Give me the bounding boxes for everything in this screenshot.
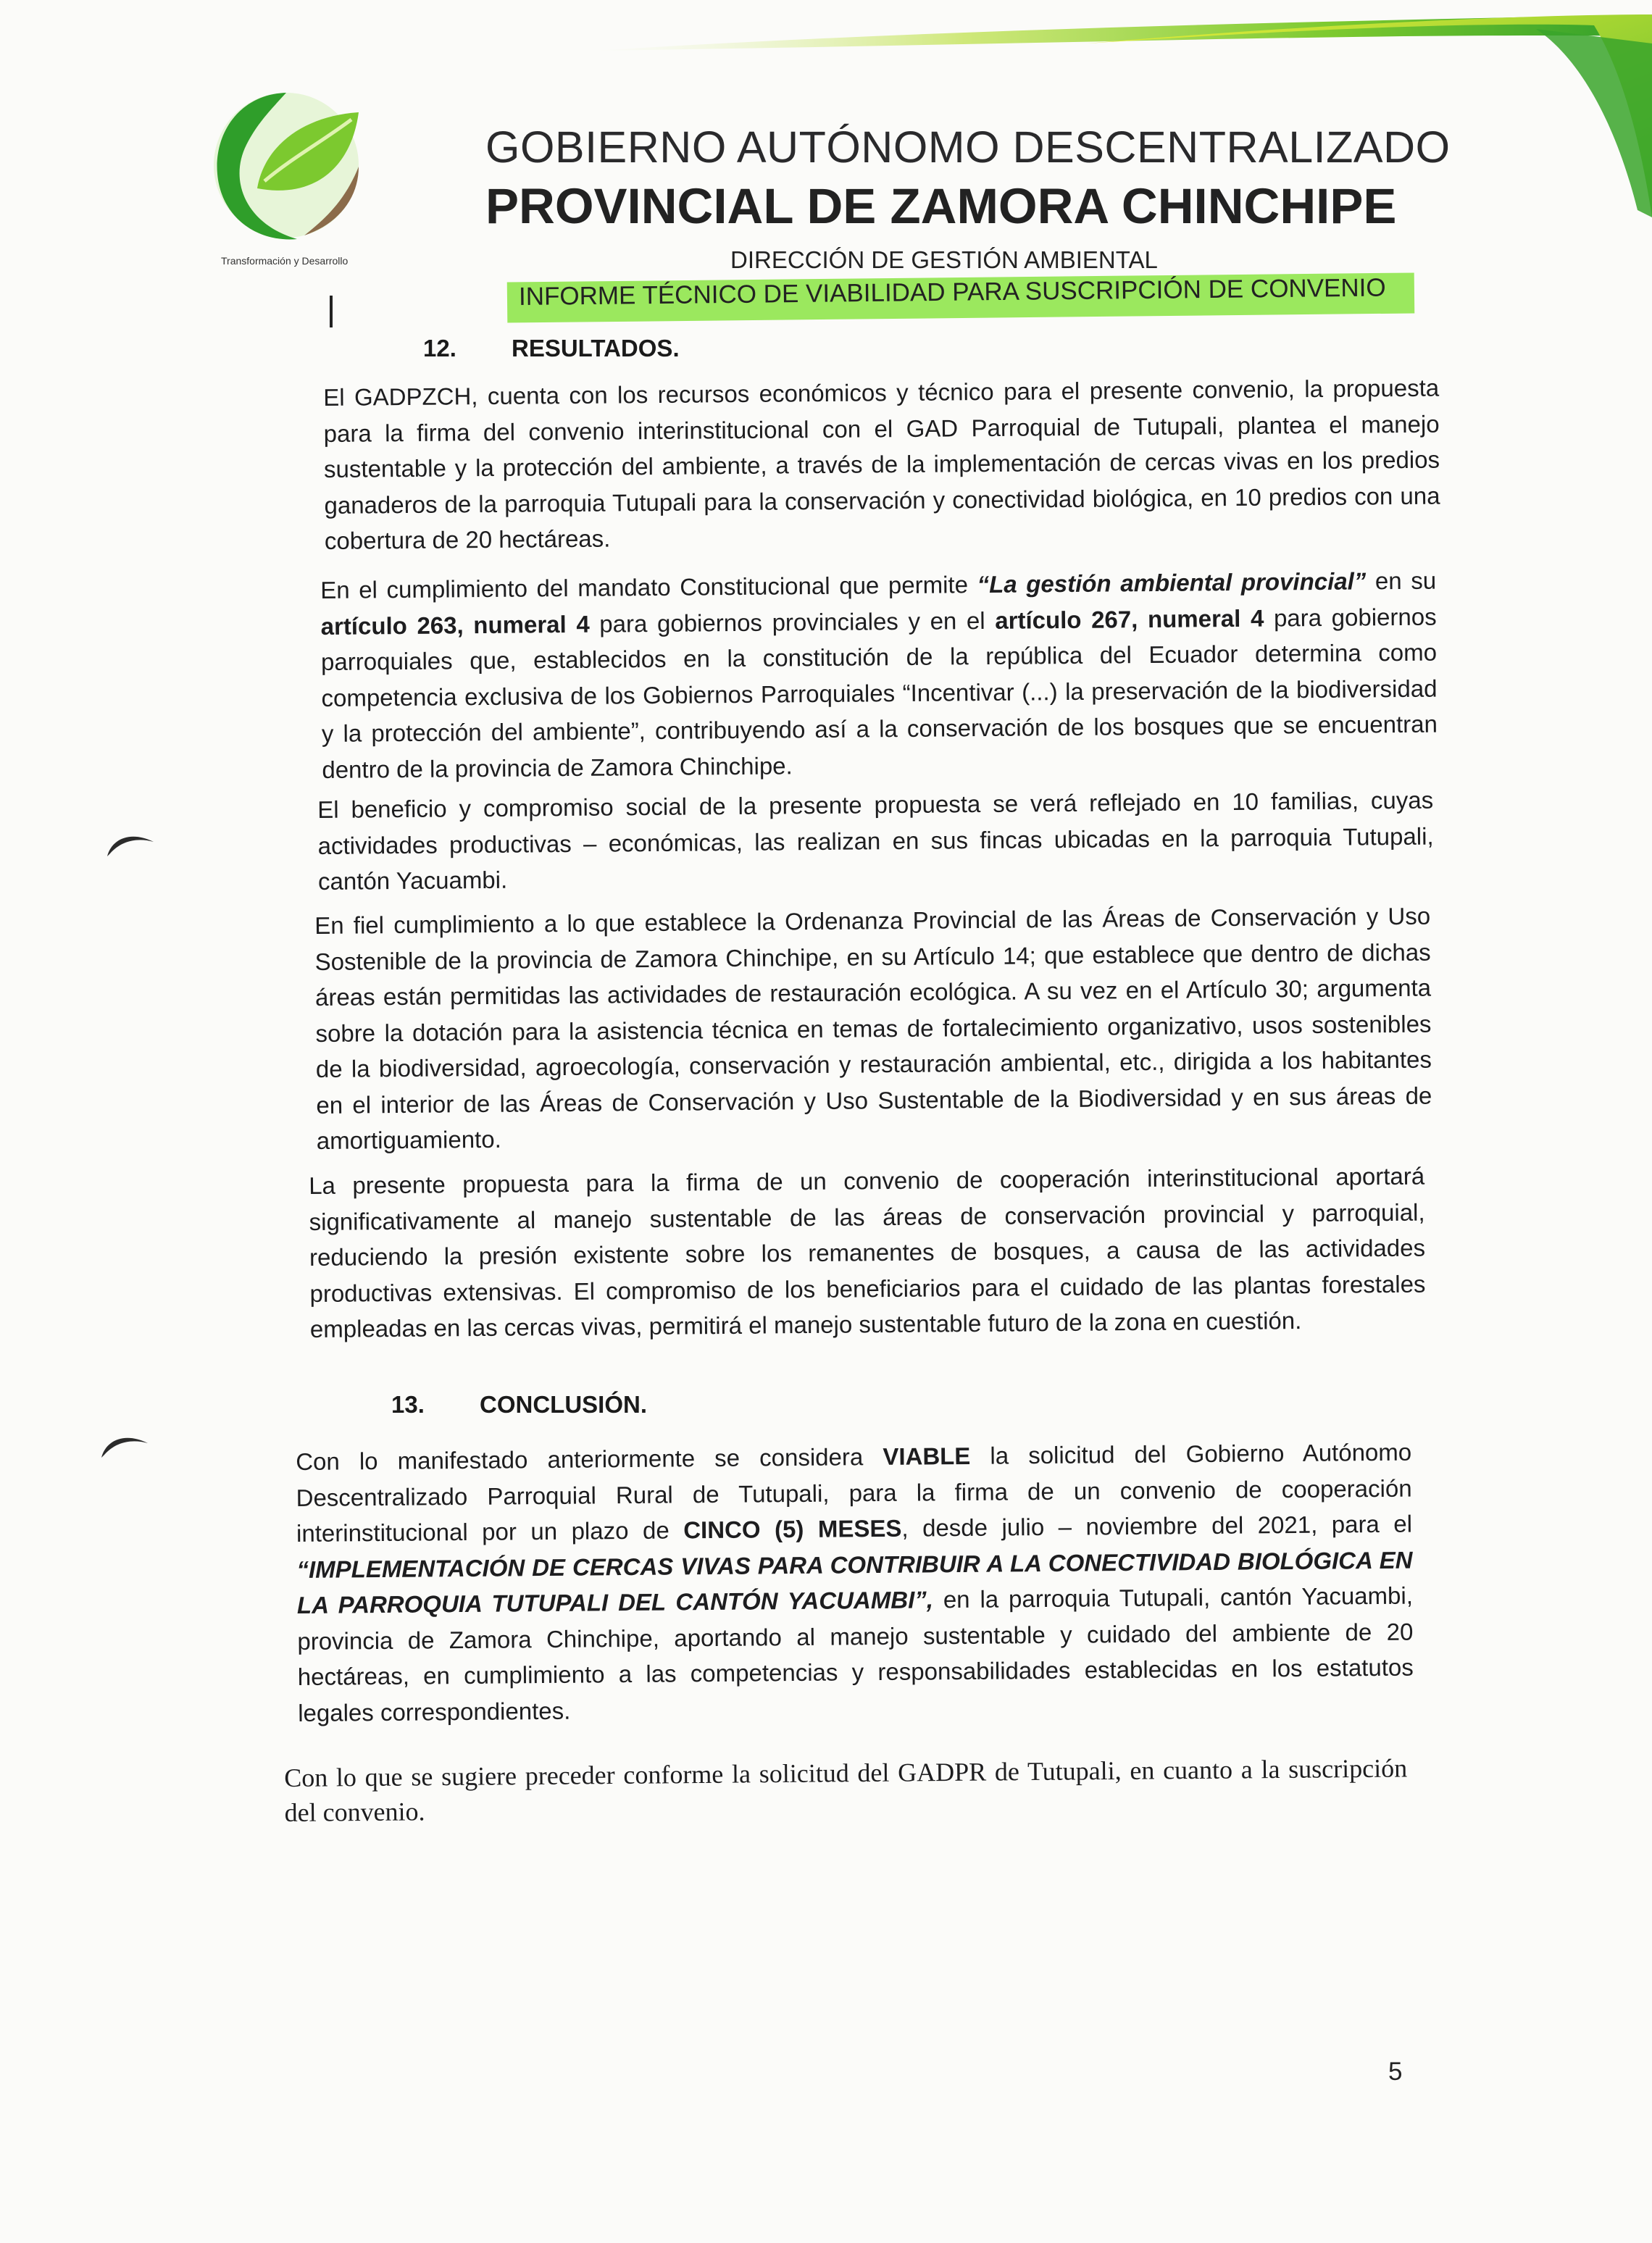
institution-name-line1: GOBIERNO AUTÓNOMO DESCENTRALIZADO — [485, 122, 1451, 172]
emphasis-term: CINCO (5) MESES — [683, 1514, 902, 1544]
text-run: Con lo manifestado anteriormente se considera — [296, 1442, 883, 1475]
emphasis-viable: VIABLE — [883, 1442, 971, 1470]
emphasis-article: artículo 263, numeral 4 — [320, 610, 590, 640]
punch-hole-mark — [101, 826, 159, 862]
report-title: INFORME TÉCNICO DE VIABILIDAD PARA SUSCRIPCIÓN DE CONVENIO — [518, 273, 1386, 311]
text-run: en la parroquia Tutupali, cantón Yacuambi, provincia de Zamora Chinchipe, aportando al manejo sustentable y cuidado del ambiente de 20 hectáreas, en cumplimiento a las competencias y responsabilidades establecidas en los estatutos legales correspondientes. — [297, 1582, 1414, 1726]
results-paragraph-3: El beneficio y compromiso social de la presente propuesta se verá reflejado en 10 familias, cuyas actividades productivas – económicas, las realizan en sus fincas ubicadas en la parroquia Tutupali, cantón Yacuambi. — [317, 786, 1434, 895]
results-paragraph-2 — [320, 563, 1438, 788]
text-run: para gobiernos provinciales y en el — [589, 606, 996, 638]
results-paragraph-4: En fiel cumplimiento a lo que establece la Ordenanza Provincial de las Áreas de Conservación y Uso Sostenible de la provincia de Zamora Chinchipe, en su Artículo 14; que establece que dentro de dichas áreas están permitidas las actividades de restauración ecológica. A su vez en el Artículo 30; argumenta sobre la dotación para la asistencia técnica en temas de fortalecimiento organizativo, usos sostenibles de la biodiversidad, agroecología, conservación y restauración ambiental, etc., dirigida a los habitantes en el interior de las Áreas de Conservación y Uso Sustentable de la Biodiversidad y en sus áreas de amortiguamiento. — [314, 902, 1432, 1154]
text-run: , desde julio – noviembre del 2021, para el — [901, 1510, 1413, 1542]
logo-tagline: Transformación y Desarrollo — [221, 255, 349, 267]
gadpzch-logo — [196, 80, 377, 261]
text-run: en su — [1366, 567, 1437, 595]
results-paragraph-5: La presente propuesta para la firma de un convenio de cooperación interinstitucional aportará significativamente al manejo sustentable de las áreas de conservación provincial y parroquial, reduciendo la presión existente sobre los remanentes de bosques, a causa de las actividades productivas extensivas. El compromiso de los beneficiarios para el cuidado de las plantas forestales empleadas en las cercas vivas, permitirá el manejo sustentable futuro de la zona en cuestión. — [309, 1162, 1426, 1342]
section-title: CONCLUSIÓN. — [480, 1391, 647, 1418]
emphasis-article: artículo 267, numeral 4 — [995, 604, 1264, 634]
section-number: 12. — [423, 335, 456, 362]
page-number: 5 — [1388, 2058, 1403, 2086]
section-number: 13. — [391, 1391, 425, 1418]
conclusion-paragraph-1 — [296, 1434, 1414, 1731]
margin-mark — [330, 296, 333, 327]
text-run: para gobiernos parroquiales que, establecidos en la constitución de la república del Ecuador determina como competencia exclusiva de los Gobiernos Parroquiales “Incentivar (...) la preservación de la biodiversidad y la protección del ambiente”, contribuyendo así a la conservación de los bosques que se encuentran dentro de la provincia de Zamora Chinchipe. — [320, 603, 1438, 783]
section-title: RESULTADOS. — [512, 335, 680, 362]
results-paragraph-1: El GADPZCH, cuenta con los recursos económicos y técnico para el presente convenio, la propuesta para la firma del convenio interinstitucional con el GAD Parroquial de Tutupali, plantea el manejo sustentable y la protección del ambiente, a través de la implementación de cercas vivas en los predios ganaderos de la parroquia Tutupali para la conservación y conectividad biológica, en 10 predios con una cobertura de 20 hectáreas. — [323, 374, 1440, 554]
punch-hole-mark — [96, 1427, 154, 1463]
institution-name-line2: PROVINCIAL DE ZAMORA CHINCHIPE — [485, 178, 1397, 234]
text-run: la solicitud del Gobierno Autónomo Descentralizado Parroquial Rural de Tutupali, para la firma de un convenio de cooperación interinstitucional por un plazo de — [296, 1438, 1412, 1547]
emphasis-project-title: “IMPLEMENTACIÓN DE CERCAS VIVAS PARA CONTRIBUIR A LA CONECTIVIDAD BIOLÓGICA EN LA PARROQUIA TUTUPALI DEL CANTÓN YACUAMBI”, — [296, 1546, 1413, 1618]
department-name: DIRECCIÓN DE GESTIÓN AMBIENTAL — [730, 246, 1158, 273]
section-heading-results — [423, 335, 680, 362]
section-heading-conclusion — [391, 1391, 647, 1419]
conclusion-paragraph-2: Con lo que se sugiere preceder conforme la solicitud del GADPR de Tutupali, en cuanto a la suscripción del convenio. — [284, 1753, 1408, 1827]
text-run: En el cumplimiento del mandato Constitucional que permite — [320, 571, 977, 603]
emphasis-quote: “La gestión ambiental provincial” — [977, 567, 1367, 598]
